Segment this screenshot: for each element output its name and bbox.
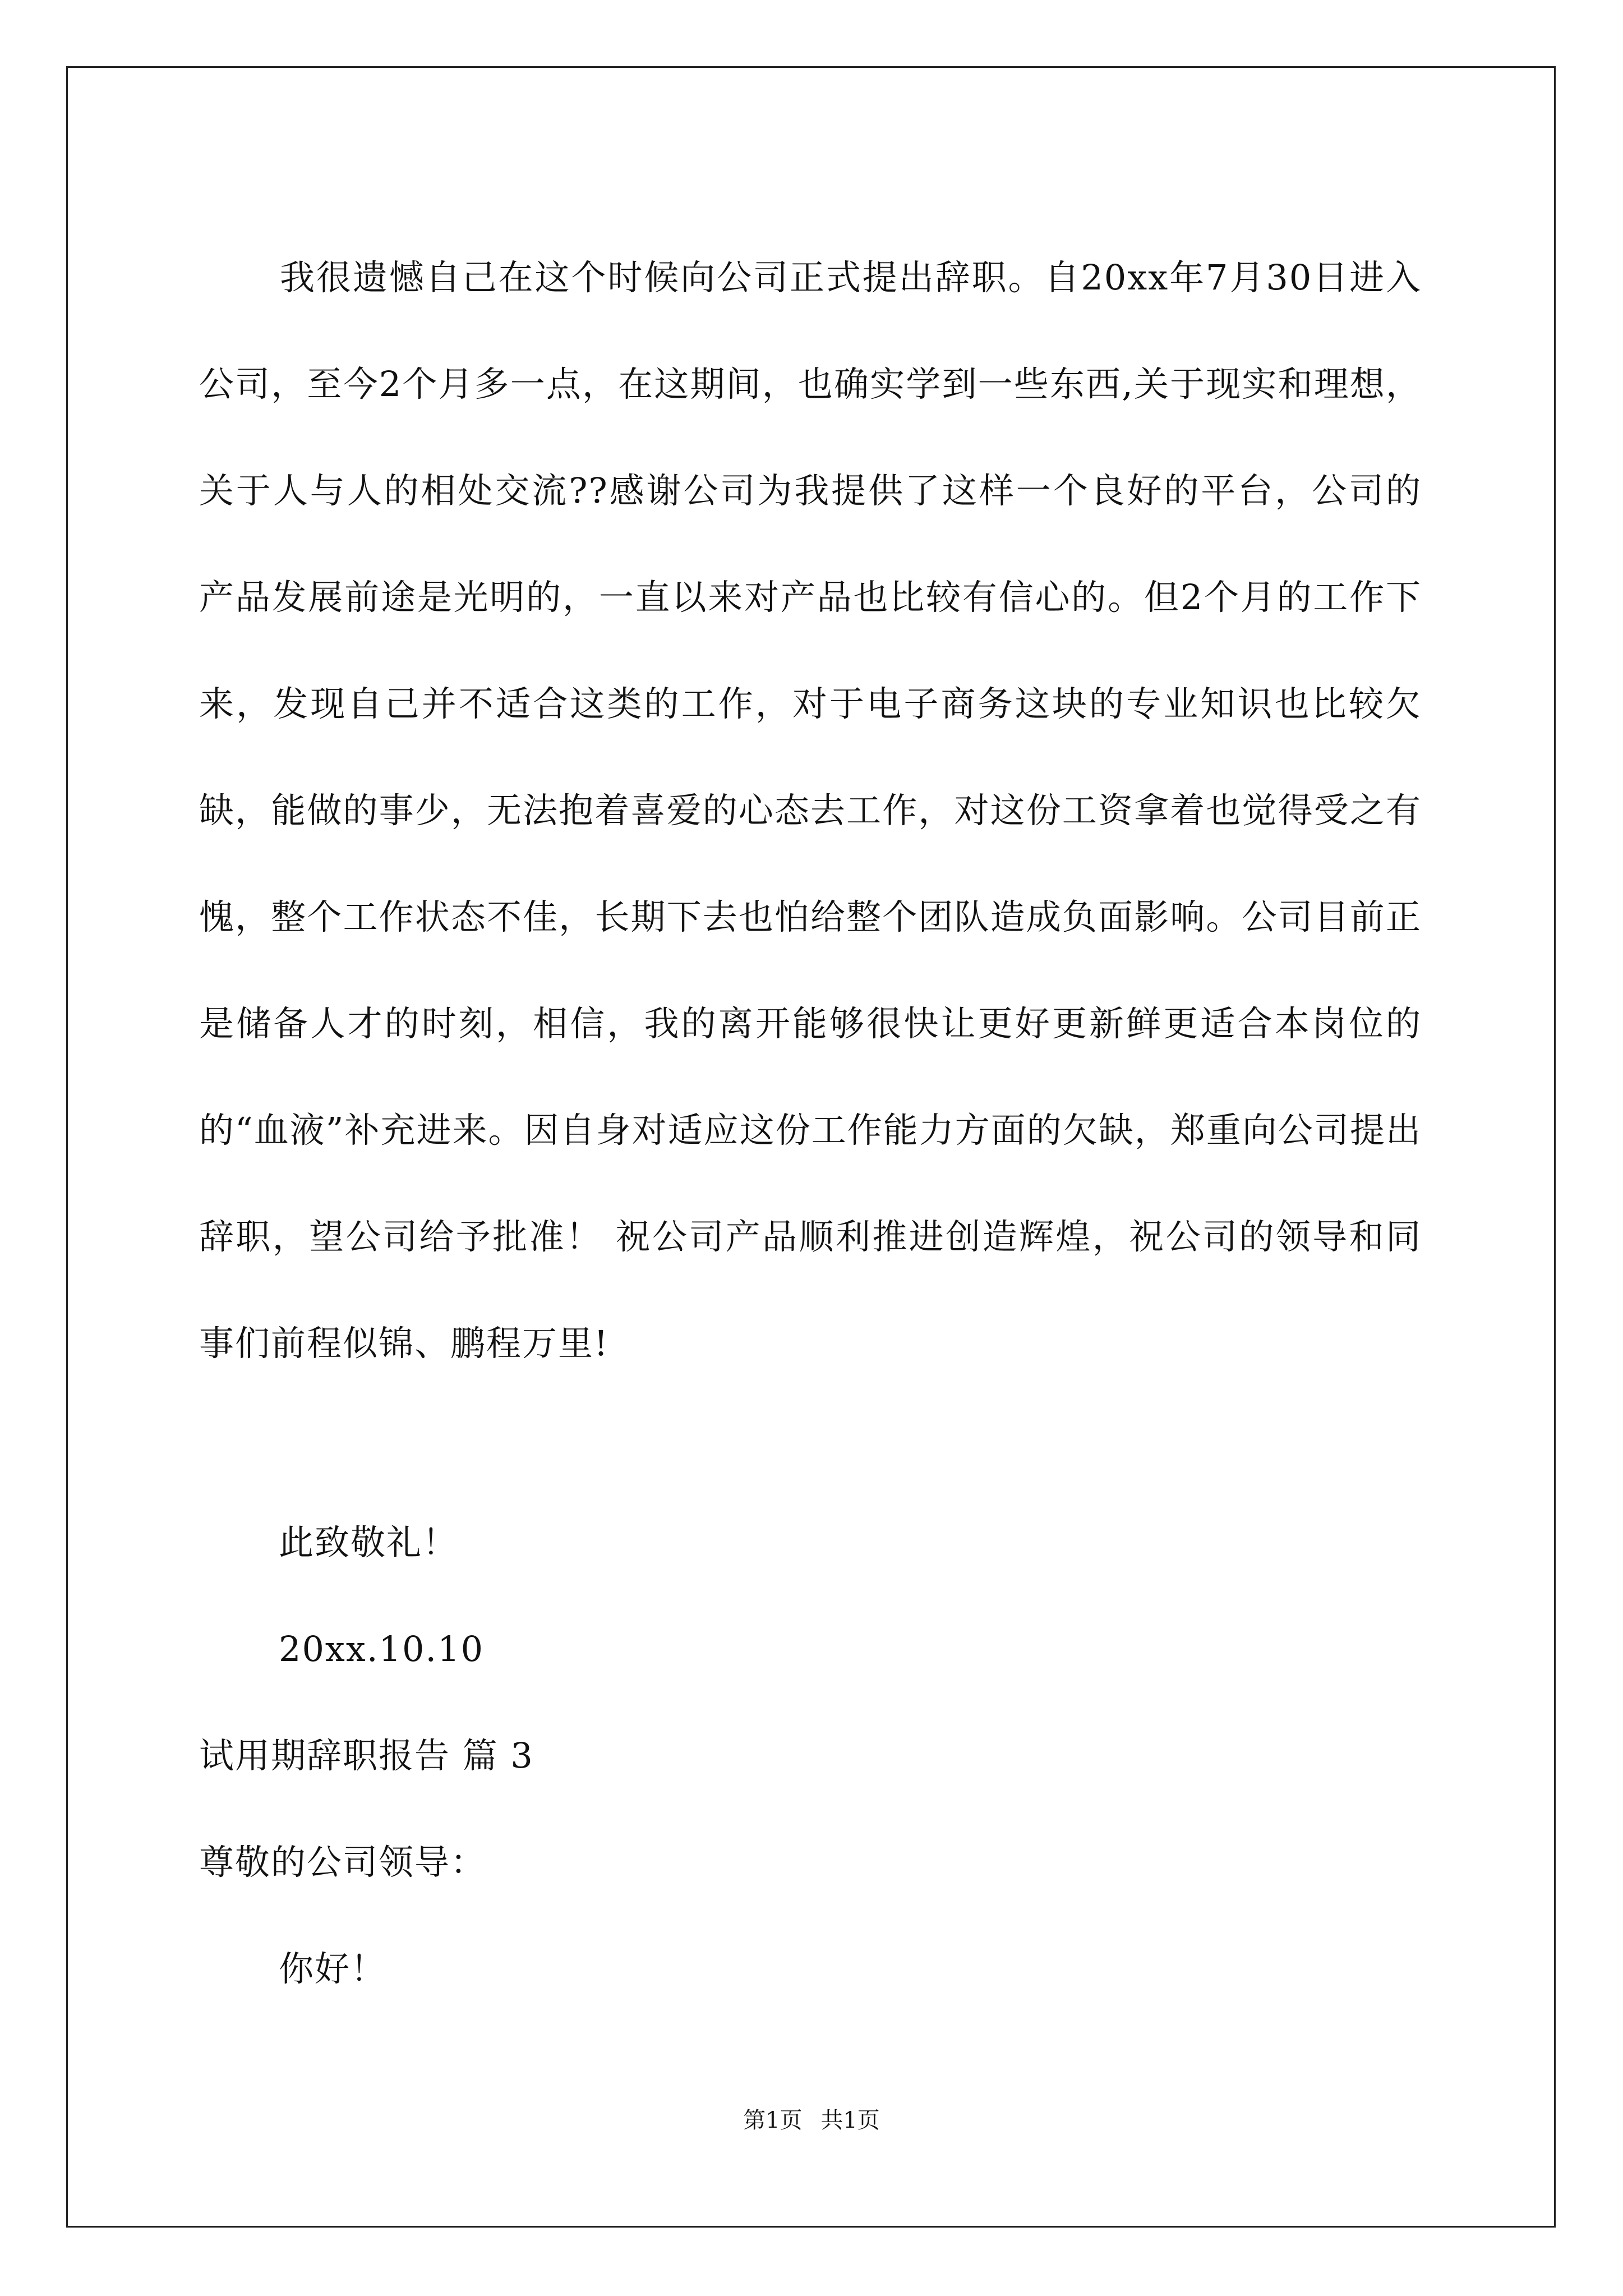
greeting-line: 你好！ (279, 1948, 387, 1989)
page-number-total: 共1页 (820, 2108, 880, 2133)
body-paragraph: 我很遗憾自己在这个时候向公司正式提出辞职。自20xx年7月30日进入公司，至今2个月多一点，在这期间，也确实学到一些东西,关于现实和理想，关于人与人的相处交流??感谢公司为我提供了这样一个良好的平台，公司的产品发展前途是光明的，一直以来对产品也比较有信心的。但2个月的工作下来，发现自己并不适合这类的工作，对于电子商务这块的专业知识也比较欠缺，能做的事少，无法抱着喜爱的心态去工作，对这份工资拿着也觉得受之有愧，整个工作状态不佳，长期下去也怕给整个团队造成负面影响。公司目前正是储备人才的时刻，相信，我的离开能够很快让更好更新鲜更适合本岗位的的“血液”补充进来。因自身对适应这份工作能力方面的欠缺，郑重向公司提出辞职，望公司给予批准！ 祝公司产品顺利推进创造辉煌，祝公司的领导和同事们前程似锦、鹏程万里! (199, 257, 1422, 1364)
page-footer (0, 2104, 1623, 2137)
date-line: 20xx.10.10 (279, 1628, 485, 1669)
closing-line: 此致敬礼！ (279, 1522, 459, 1563)
page-number-current: 第1页 (743, 2108, 803, 2133)
section-title: 试用期辞职报告 篇 3 (199, 1735, 534, 1776)
document-body (199, 224, 1422, 1397)
salutation-line: 尊敬的公司领导： (199, 1842, 487, 1883)
